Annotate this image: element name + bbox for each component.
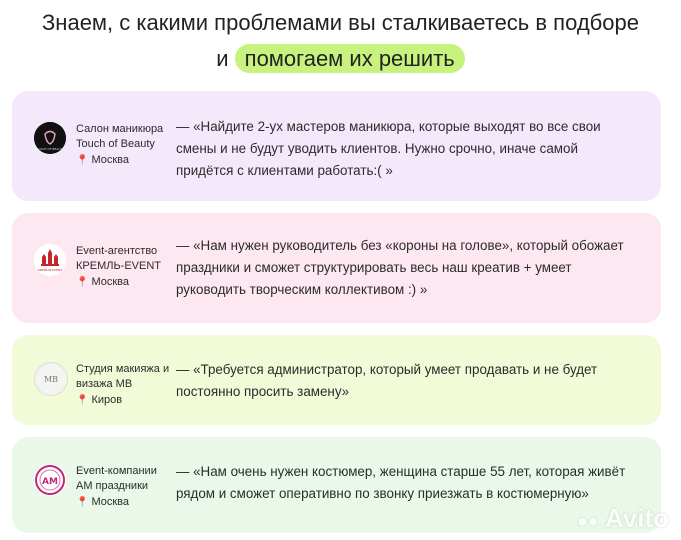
- location-pin-icon: 📍: [76, 277, 89, 288]
- client-quote: — «Найдите 2-ух мастеров маникюра, которые выходят во все свои смены и не будут уводить клиентов. Нужно срочно, иначе самой придётся с клиентами работать:( »: [176, 119, 601, 178]
- am-monogram-icon: [34, 464, 66, 496]
- title-prefix: и: [216, 46, 229, 71]
- am-prazdniki-logo: [34, 464, 66, 496]
- client-quote: — «Требуется администратор, который умеет продавать и не будет постоянно просить замену»: [176, 362, 598, 399]
- touch-of-beauty-logo: [34, 122, 66, 154]
- mb-studio-logo: [34, 362, 68, 396]
- svg-text:TOUCH OF BEAUTY: TOUCH OF BEAUTY: [35, 147, 65, 151]
- company-name: Event-компании AM праздники: [76, 465, 157, 492]
- city-name: Москва: [91, 154, 130, 166]
- company-location: [76, 275, 176, 290]
- city-name: Москва: [91, 496, 130, 508]
- avito-watermark: ●● Avito: [576, 503, 669, 533]
- location-pin-icon: 📍: [76, 155, 89, 166]
- problem-card-am-prazdniki: [12, 437, 661, 533]
- company-info: [76, 362, 176, 408]
- city-name: Киров: [91, 394, 123, 406]
- client-quote: — «Нам нужен руководитель без «короны на голове», который обожает праздники и сможет структурировать весь наш креатив + умеет руководить творческим коллективом :) »: [176, 238, 624, 297]
- problem-card-kreml-event: [12, 213, 661, 323]
- company-info: [76, 464, 176, 510]
- company-name: Салон маникюра Touch of Beauty: [76, 123, 164, 150]
- svg-text:MB: MB: [43, 375, 59, 384]
- location-pin-icon: 📍: [76, 497, 89, 508]
- kreml-event-logo: [34, 244, 66, 276]
- city-name: Москва: [91, 276, 130, 288]
- title-highlight: помогаем их решить: [235, 44, 465, 73]
- company-location: [76, 393, 176, 408]
- svg-text:AM: AM: [42, 477, 58, 487]
- company-name: Event-агентство КРЕМЛЬ-EVENT: [76, 245, 162, 272]
- title-line1: Знаем, с какими проблемами вы сталкиваетесь в подборе: [42, 10, 639, 35]
- kremlin-icon: [34, 244, 66, 276]
- svg-text:KREMLIN EVENT: KREMLIN EVENT: [37, 268, 63, 272]
- client-quote: — «Нам очень нужен костюмер, женщина старше 55 лет, которая живёт рядом и сможет оперативно по звонку приезжать в костюмерную»: [176, 464, 626, 501]
- company-location: [76, 495, 176, 510]
- problem-card-mb-studio: [12, 335, 661, 425]
- face-icon: [34, 122, 66, 154]
- company-name: Студия макияжа и визажа MB: [76, 363, 170, 390]
- company-location: [76, 153, 176, 168]
- page-title: [0, 8, 681, 74]
- mb-monogram-icon: [35, 363, 67, 395]
- problem-card-touch-of-beauty: [12, 91, 661, 201]
- company-info: [76, 244, 176, 290]
- title-line2: [0, 44, 681, 74]
- company-info: [76, 122, 176, 168]
- avito-logo-icon: ●●: [576, 511, 599, 531]
- location-pin-icon: 📍: [76, 395, 89, 406]
